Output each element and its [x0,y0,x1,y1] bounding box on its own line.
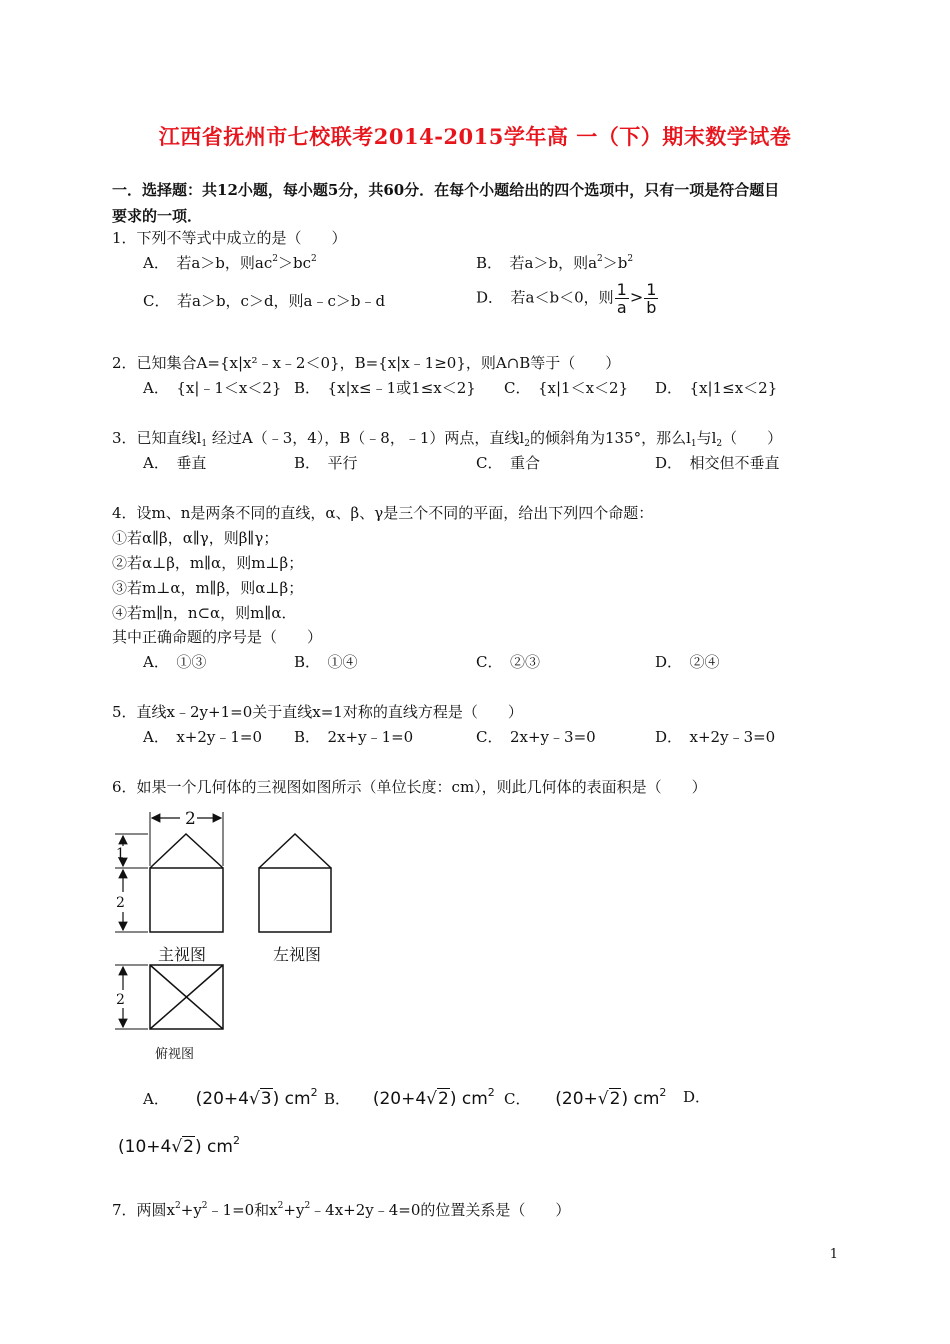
q1-option-a [143,252,317,273]
q6-option-b [324,1086,495,1109]
q3-option-c: C． 重合 [476,454,540,472]
q5-option-b: B． 2x+y﹣1=0 [294,728,414,746]
superscript: 2 [627,254,634,264]
greater-than: > [629,287,644,307]
superscript: 2 [311,254,317,264]
sqrt-symbol: √ [248,1089,260,1109]
dim-label-body: 2 [116,895,125,911]
dim-label-base: 2 [116,992,125,1008]
stem-text: 3．已知直线l [112,429,202,447]
superscript: 2 [277,1201,284,1211]
q4-option-d: D． ②④ [655,653,720,671]
q4-option-c: C． ②③ [476,653,540,671]
fraction-1-over-b [644,281,658,316]
dim-label-width: 2 [185,809,196,829]
option-expression [372,1086,495,1109]
q4-proposition-3: ③若m⊥α，m∥β，则α⊥β； [112,579,304,597]
option-label: D． [476,288,496,307]
expr-text: (10+4 [118,1137,172,1157]
three-view-figure [108,802,348,1067]
q6-option-c [504,1086,666,1109]
superscript: 2 [659,1086,667,1099]
page-number: 1 [829,1247,838,1262]
sqrt-symbol: √ [171,1137,183,1157]
option-label: B． [324,1090,351,1108]
denominator: a [616,298,627,317]
expr-text: ) cm [272,1089,311,1109]
stem-text: ﹣1=0和x [207,1201,278,1219]
superscript: 2 [310,1086,318,1099]
q3-option-b: B． 平行 [294,454,358,472]
q4-option-b: B． ①④ [294,653,358,671]
numerator: 1 [646,280,657,299]
page-title: 江西省抚州市七校联考2014-2015学年高 一（下）期末数学试卷 [158,124,792,149]
radicand: 2 [183,1137,194,1157]
option-expression [195,1086,318,1109]
q5-option-a: A． x+2y﹣1=0 [143,728,263,746]
stem-text: 经过A（﹣3，4），B（﹣8，﹣1）两点，直线l [211,429,525,447]
q6-option-d-label: D． [683,1088,711,1106]
subscript: 2 [524,439,530,449]
side-view-drawing [259,834,331,932]
q1-option-b [476,252,633,273]
option-label: A． [143,254,162,272]
q3-option-a: A． 垂直 [143,454,207,472]
stem-text: （ ） [722,429,783,447]
q2-option-a: A． {x|﹣1＜x＜2} [143,379,282,397]
q2-option-c: C． {x|1＜x＜2} [504,379,629,397]
radicand: 2 [609,1089,621,1109]
q4-proposition-4: ④若m∥n，n⊂α，则m∥α． [112,604,297,622]
question-5-stem: 5．直线x﹣2y+1=0关于直线x=1对称的直线方程是（ ） [112,703,523,721]
question-1-stem: 1．下列不等式中成立的是（ ） [112,229,347,247]
option-text: 若a＜b＜0，则 [510,288,614,307]
q1-option-d [476,281,659,316]
option-label: C． [143,292,162,310]
superscript: 2 [232,1134,240,1147]
question-3-stem [112,427,782,449]
option-expression [118,1134,240,1157]
option-label: B． [476,254,495,272]
q6-option-a [143,1086,318,1109]
question-7-stem [112,1199,570,1220]
q4-question: 其中正确命题的序号是（ ） [112,628,323,646]
section-heading-line2: 要求的一项． [112,207,203,225]
expr-text: ) cm [195,1137,233,1157]
subscript: 1 [690,439,697,449]
expr-text: (20+4 [195,1089,249,1109]
question-4-stem: 4．设m、n是两条不同的直线，α、β、γ是三个不同的平面，给出下列四个命题： [112,504,654,522]
stem-text: 的倾斜角为135°，那么l [529,429,691,447]
stem-text: +y [283,1201,305,1219]
option-text: ＞bc [277,254,311,272]
option-label: C． [504,1090,531,1108]
q6-option-d [118,1134,240,1157]
superscript: 2 [272,254,278,264]
option-label: A． [143,1090,169,1108]
stem-text: ﹣4x+2y﹣4=0的位置关系是（ ） [310,1201,571,1219]
q4-proposition-1: ①若α∥β，α∥γ，则β∥γ； [112,529,279,547]
section-heading-line1: 一．选择题：共12小题，每小题5分，共60分．在每个小题给出的四个选项中，只有一项是符合题目 [112,181,780,199]
expr-text: (20+ [555,1089,598,1109]
superscript: 2 [175,1201,181,1211]
option-expression [555,1086,667,1109]
subscript: 2 [716,439,723,449]
q5-option-d: D． x+2y﹣3=0 [655,728,776,746]
option-text: ＞b [602,254,628,272]
question-6-stem: 6．如果一个几何体的三视图如图所示（单位长度：cm），则此几何体的表面积是（ ） [112,778,707,796]
sqrt-symbol: √ [426,1089,437,1109]
caption-side-view: 左视图 [273,945,322,964]
front-view-drawing [115,812,223,932]
denominator: b [646,298,657,317]
caption-top-view: 俯视图 [155,1047,195,1062]
expr-text: (20+4 [372,1089,427,1109]
q4-option-a: A． ①③ [143,653,207,671]
q1-option-c [143,290,385,311]
numerator: 1 [616,280,627,299]
sqrt-symbol: √ [597,1089,609,1109]
option-text: 若a＞b，则ac [176,254,273,272]
superscript: 2 [487,1086,495,1099]
q5-option-c: C． 2x+y﹣3=0 [476,728,596,746]
q4-proposition-2: ②若α⊥β，m∥α，则m⊥β； [112,554,304,572]
option-text: 若a＞b，则a [509,254,598,272]
caption-front-view: 主视图 [158,945,207,964]
radicand: 2 [437,1089,449,1109]
radicand: 3 [260,1089,272,1109]
q2-option-d: D． {x|1≤x＜2} [655,379,778,397]
stem-text: +y [180,1201,202,1219]
superscript: 2 [597,254,603,264]
stem-text: 7．两圆x [112,1201,176,1219]
stem-text: 与l [696,429,717,447]
subscript: 1 [201,439,208,449]
q2-option-b: B． {x|x≤﹣1或1≤x＜2} [294,379,476,397]
expr-text: ) cm [449,1089,488,1109]
fraction-1-over-a [615,281,629,316]
option-text: 若a＞b，c＞d，则a﹣c＞b﹣d [177,292,386,310]
superscript: 2 [304,1201,311,1211]
top-view-drawing [115,965,223,1029]
q3-option-d: D． 相交但不垂直 [655,454,780,472]
dim-label-roof: 1 [116,846,125,862]
question-2-stem: 2．已知集合A={x|x²﹣x﹣2＜0}，B={x|x﹣1≥0}，则A∩B等于（ ） [112,354,621,372]
superscript: 2 [201,1201,208,1211]
expr-text: ) cm [621,1089,660,1109]
